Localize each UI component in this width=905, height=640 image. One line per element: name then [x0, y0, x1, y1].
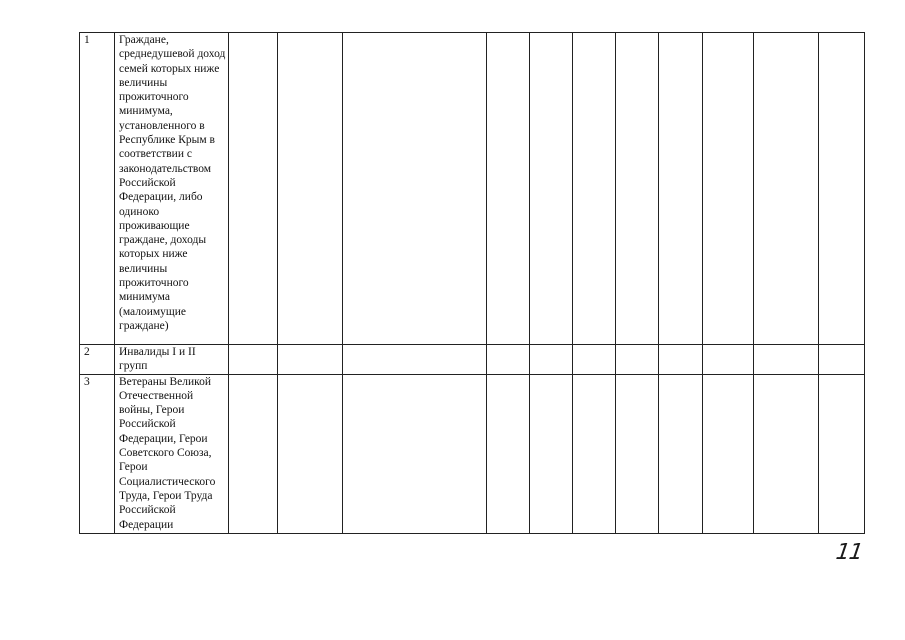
- table-row: [80, 33, 865, 345]
- row-description-cell: Граждане, среднедушевой доход семей которых ниже величины прожиточного минимума, установленного в Республике Крым в соответствии с законодательством Российской Федерации, либо одиноко проживающие граждане, доходы которых ниже величины прожиточного минимума (малоимущие граждане): [115, 33, 229, 345]
- empty-cell: [754, 374, 819, 533]
- empty-cell: [487, 345, 530, 375]
- empty-cell: [616, 33, 659, 345]
- table-row: [80, 345, 865, 375]
- empty-cell: [343, 33, 487, 345]
- empty-cell: [659, 345, 703, 375]
- row-number-cell: 2: [80, 345, 115, 375]
- empty-cell: [343, 374, 487, 533]
- empty-cell: [343, 345, 487, 375]
- empty-cell: [616, 345, 659, 375]
- empty-cell: [278, 345, 343, 375]
- empty-cell: [819, 374, 865, 533]
- empty-cell: [754, 33, 819, 345]
- empty-cell: [530, 345, 573, 375]
- empty-cell: [703, 33, 754, 345]
- empty-cell: [278, 374, 343, 533]
- row-description-cell: Инвалиды I и II групп: [115, 345, 229, 375]
- row-number-cell: 1: [80, 33, 115, 345]
- empty-cell: [229, 345, 278, 375]
- empty-cell: [530, 33, 573, 345]
- page-number: 11: [834, 540, 864, 565]
- row-number-cell: 3: [80, 374, 115, 533]
- empty-cell: [659, 374, 703, 533]
- row-description-cell: Ветераны Великой Отечественной войны, Герои Российской Федерации, Герои Советского Союза, Герои Социалистического Труда, Герои Труда Российской Федерации: [115, 374, 229, 533]
- empty-cell: [819, 33, 865, 345]
- empty-cell: [754, 345, 819, 375]
- beneficiary-table: [79, 32, 865, 534]
- empty-cell: [487, 374, 530, 533]
- empty-cell: [819, 345, 865, 375]
- empty-cell: [487, 33, 530, 345]
- empty-cell: [573, 374, 616, 533]
- empty-cell: [573, 345, 616, 375]
- empty-cell: [229, 374, 278, 533]
- empty-cell: [703, 374, 754, 533]
- empty-cell: [659, 33, 703, 345]
- empty-cell: [616, 374, 659, 533]
- empty-cell: [229, 33, 278, 345]
- empty-cell: [278, 33, 343, 345]
- empty-cell: [530, 374, 573, 533]
- table-row: [80, 374, 865, 533]
- empty-cell: [573, 33, 616, 345]
- empty-cell: [703, 345, 754, 375]
